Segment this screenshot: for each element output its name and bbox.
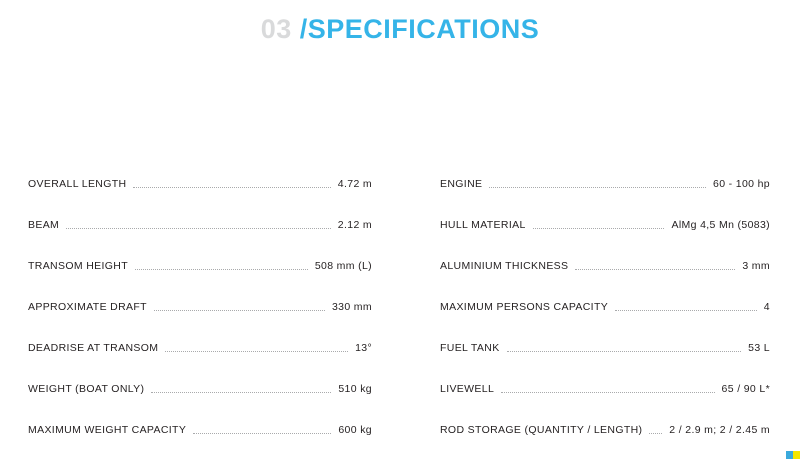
spec-leader-dots	[615, 310, 757, 311]
spec-value: 508 mm (L)	[314, 260, 372, 272]
spec-leader-dots	[165, 351, 348, 352]
spec-leader-dots	[507, 351, 742, 352]
spec-label: LIVEWELL	[440, 383, 495, 395]
spec-value: 600 kg	[338, 424, 372, 436]
spec-row	[28, 314, 372, 355]
spec-label: BEAM	[28, 219, 60, 231]
spec-value: 53 L	[748, 342, 770, 354]
spec-value: 3 mm	[742, 260, 770, 272]
spec-row	[440, 191, 770, 232]
spec-label: OVERALL LENGTH	[28, 178, 127, 190]
spec-value: 2.12 m	[337, 219, 372, 231]
spec-label: ENGINE	[440, 178, 483, 190]
spec-leader-dots	[151, 392, 331, 393]
specifications-table	[0, 150, 800, 437]
spec-value: 60 - 100 hp	[713, 178, 770, 190]
specifications-column-left	[0, 150, 400, 437]
spec-row	[28, 191, 372, 232]
spec-leader-dots	[489, 187, 706, 188]
flag-stripe-left	[786, 451, 793, 459]
spec-label: MAXIMUM WEIGHT CAPACITY	[28, 424, 187, 436]
spec-value: AlMg 4,5 Mn (5083)	[671, 219, 770, 231]
spec-row	[28, 150, 372, 191]
spec-label: MAXIMUM PERSONS CAPACITY	[440, 301, 609, 313]
corner-flag-decoration	[786, 451, 800, 459]
spec-leader-dots	[193, 433, 331, 434]
spec-label: ALUMINIUM THICKNESS	[440, 260, 569, 272]
spec-label: HULL MATERIAL	[440, 219, 526, 231]
spec-value: 13°	[355, 342, 372, 354]
spec-value: 2 / 2.9 m; 2 / 2.45 m	[669, 424, 770, 436]
page-title-number: 03	[260, 14, 292, 44]
spec-row	[440, 396, 770, 437]
spec-row	[440, 150, 770, 191]
spec-row	[440, 314, 770, 355]
spec-leader-dots	[533, 228, 665, 229]
flag-stripe-right	[793, 451, 800, 459]
spec-row	[440, 355, 770, 396]
spec-row	[28, 355, 372, 396]
page-title-text: /SPECIFICATIONS	[299, 14, 540, 44]
spec-leader-dots	[133, 187, 330, 188]
spec-row	[440, 273, 770, 314]
spec-label: WEIGHT (BOAT ONLY)	[28, 383, 145, 395]
spec-value: 4	[763, 301, 770, 313]
spec-row	[28, 273, 372, 314]
spec-label: ROD STORAGE (QUANTITY / LENGTH)	[440, 424, 643, 436]
spec-label: DEADRISE AT TRANSOM	[28, 342, 159, 354]
spec-row	[28, 232, 372, 273]
page-title	[0, 0, 800, 45]
spec-value: 4.72 m	[337, 178, 372, 190]
spec-label: TRANSOM HEIGHT	[28, 260, 128, 272]
spec-label: APPROXIMATE DRAFT	[28, 301, 147, 313]
spec-value: 330 mm	[331, 301, 372, 313]
spec-label: FUEL TANK	[440, 342, 500, 354]
spec-leader-dots	[501, 392, 714, 393]
spec-value: 65 / 90 L*	[721, 383, 770, 395]
spec-row	[440, 232, 770, 273]
spec-leader-dots	[154, 310, 325, 311]
spec-leader-dots	[575, 269, 735, 270]
spec-leader-dots	[66, 228, 331, 229]
spec-value: 510 kg	[338, 383, 372, 395]
spec-leader-dots	[135, 269, 308, 270]
spec-row	[28, 396, 372, 437]
spec-leader-dots	[649, 433, 662, 434]
specifications-column-right	[400, 150, 800, 437]
